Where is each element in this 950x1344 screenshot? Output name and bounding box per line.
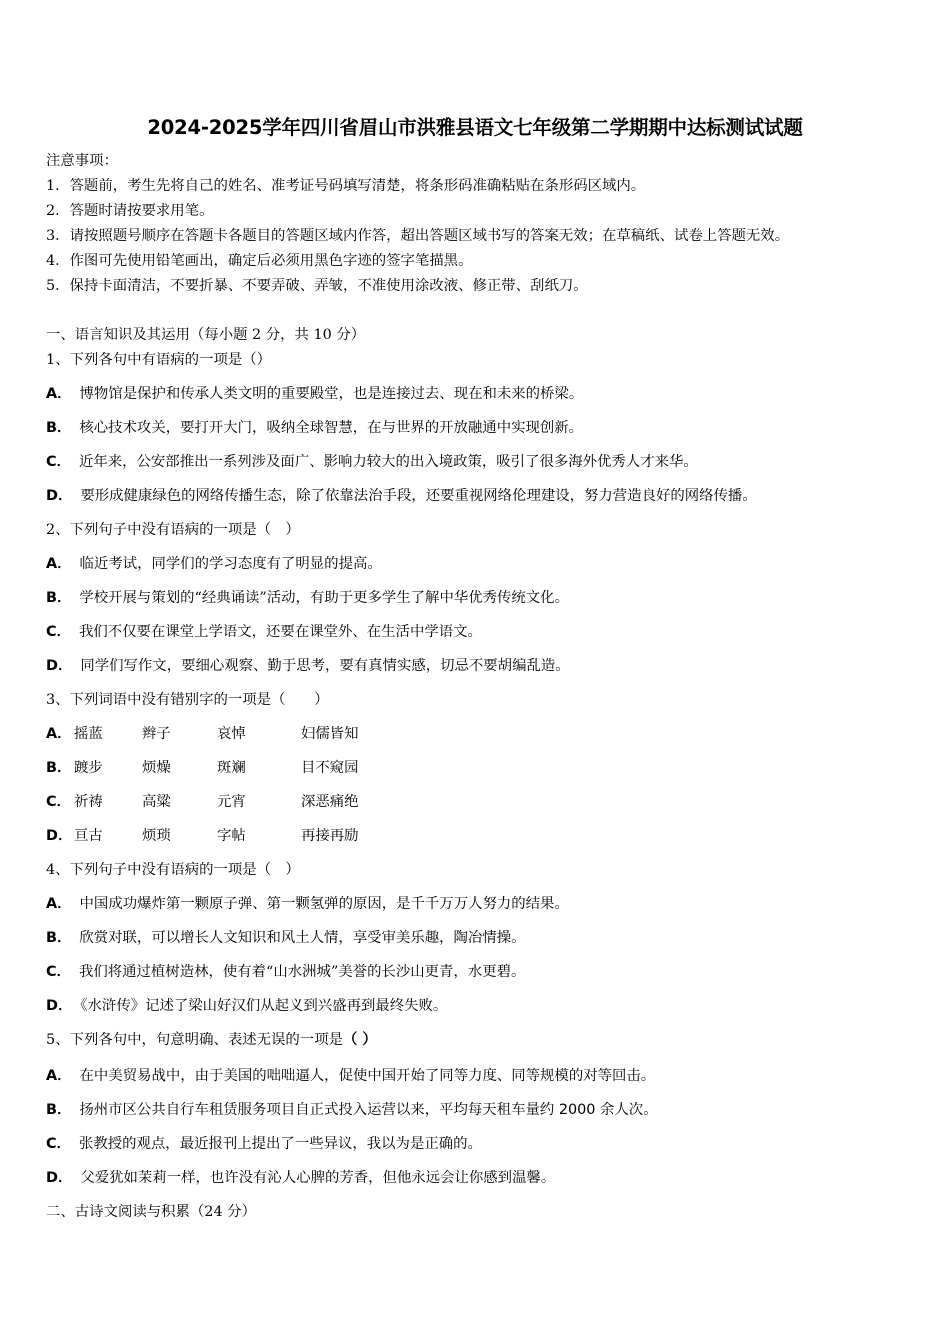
option-row (46, 1066, 655, 1086)
option-text: 我们不仅要在课堂上学语文，还要在课堂外、在生活中学语文。 (78, 624, 482, 640)
notice-item: 1．答题前，考生先将自己的姓名、准考证号码填写清楚，将条形码准确粘贴在条形码区域内。 (46, 178, 646, 194)
option-label: C． (46, 454, 71, 470)
option-word: 烦燥 (142, 760, 171, 776)
option-label: A． (46, 896, 72, 912)
option-word: 高粱 (142, 794, 171, 810)
option-text: 近年来，公安部推出一系列涉及面广、影响力较大的出入境政策，吸引了很多海外优秀人才来华。 (78, 454, 698, 470)
option-word: 踱步 (74, 760, 103, 776)
question-stem: 5、下列各句中，句意明确、表述无误的一项是（ ） (46, 1032, 377, 1048)
option-word: 摇蓝 (74, 726, 103, 742)
option-text: 中国成功爆炸第一颗原子弹、第一颗氢弹的原因，是千千万万人努力的结果。 (79, 896, 569, 912)
option-label: D． (46, 998, 73, 1014)
option-text: 扬州市区公共自行车租赁服务项目自正式投入运营以来，平均每天租车量约 (79, 1102, 559, 1118)
option-row (46, 894, 569, 914)
option-row (46, 1134, 482, 1154)
option-label: C． (46, 1136, 71, 1152)
notice-item: 3．请按照题号顺序在答题卡各题目的答题区域内作答，超出答题区域书写的答案无效；在草稿纸、试卷上答题无效。 (46, 228, 790, 244)
option-text: 要形成健康绿色的网络传播生态，除了依靠法治手段，还要重视网络伦理建设，努力营造良好的网络传播。 (80, 488, 757, 504)
option-word: 哀悼 (217, 726, 246, 742)
option-word: 妇儒皆知 (301, 726, 359, 742)
option-word: 元宵 (217, 794, 246, 810)
option-row (46, 996, 447, 1016)
option-row (46, 962, 525, 982)
question-stem: 2、下列句子中没有语病的一项是（ ） (46, 522, 300, 538)
option-row (46, 588, 569, 608)
option-label: A． (46, 726, 72, 742)
option-row (46, 656, 570, 676)
option-label: A． (46, 386, 72, 402)
option-text: 我们将通过植树造林，使有着“山水洲城”美誉的长沙山更青，水更碧。 (78, 964, 526, 980)
option-label: C． (46, 624, 71, 640)
option-text: 学校开展与策划的“经典诵读”活动，有助于更多学生了解中华优秀传统文化。 (79, 590, 569, 606)
option-label: C． (46, 794, 71, 810)
option-word: 辫子 (142, 726, 171, 742)
question-stem: 4、下列句子中没有语病的一项是（ ） (46, 862, 300, 878)
notice-item: 2．答题时请按要求用笔。 (46, 203, 214, 219)
option-row (46, 418, 583, 438)
option-number: 2000 (558, 1102, 596, 1118)
option-label: D． (46, 828, 73, 844)
option-word: 深恶痛绝 (301, 794, 359, 810)
option-text: 在中美贸易战中，由于美国的咄咄逼人，促使中国开始了同等力度、同等规模的对等回击。 (79, 1068, 656, 1084)
option-text: 张教授的观点，最近报刊上提出了一些异议，我以为是正确的。 (78, 1136, 482, 1152)
page-title: 2024-2025学年四川省眉山市洪雅县语文七年级第二学期期中达标测试试题 (147, 116, 803, 139)
option-text: 欣赏对联，可以增长人文知识和风土人情，享受审美乐趣，陶冶情操。 (79, 930, 526, 946)
option-text: 余人次。 (595, 1102, 658, 1118)
option-label: D． (46, 488, 73, 504)
option-label: A． (46, 1068, 72, 1084)
notice-item: 5．保持卡面清洁，不要折暴、不要弄破、弄皱，不准使用涂改液、修正带、刮纸刀。 (46, 278, 588, 294)
notice-heading: 注意事项： (46, 153, 118, 169)
question-stem: 3、下列词语中没有错别字的一项是（ ） (46, 692, 329, 708)
option-label: B． (46, 1102, 72, 1118)
option-row (46, 452, 698, 472)
option-label: B． (46, 760, 72, 776)
option-word: 祈祷 (74, 794, 103, 810)
option-word: 字帖 (217, 828, 246, 844)
option-row (46, 928, 525, 948)
option-label: A． (46, 556, 72, 572)
section-heading: 二、古诗文阅读与积累（24 分） (46, 1204, 256, 1220)
option-row (46, 622, 482, 642)
option-text: 临近考试，同学们的学习态度有了明显的提高。 (79, 556, 382, 572)
option-label: C． (46, 964, 71, 980)
option-word: 亘古 (74, 828, 103, 844)
option-row (46, 486, 757, 506)
option-text: 《水浒传》记述了梁山好汉们从起义到兴盛再到最终失败。 (80, 998, 448, 1014)
option-label: B． (46, 590, 72, 606)
option-text: 同学们写作文，要细心观察、勤于思考，要有真情实感，切忌不要胡编乱造。 (80, 658, 570, 674)
option-row (46, 384, 583, 404)
option-label: D． (46, 658, 73, 674)
option-word: 斑斓 (217, 760, 246, 776)
answer-bracket: （ ） (342, 1032, 377, 1048)
option-word: 烦琐 (142, 828, 171, 844)
option-label: D． (46, 1170, 73, 1186)
option-row (46, 1168, 555, 1188)
section-heading: 一、语言知识及其运用（每小题 2 分，共 10 分） (46, 327, 366, 343)
option-word: 目不窥园 (301, 760, 359, 776)
option-text: 核心技术攻关，要打开大门，吸纳全球智慧，在与世界的开放融通中实现创新。 (79, 420, 584, 436)
option-text: 父爱犹如茉莉一样，也许没有沁人心脾的芳香，但他永远会让你感到温馨。 (80, 1170, 556, 1186)
option-word: 再接再励 (301, 828, 359, 844)
option-row (46, 1100, 658, 1120)
option-row (46, 554, 382, 574)
notice-item: 4．作图可先使用铅笔画出，确定后必须用黑色字迹的签字笔描黑。 (46, 253, 473, 269)
question-stem: 1、下列各句中有语病的一项是（） (46, 352, 272, 368)
option-text: 博物馆是保护和传承人类文明的重要殿堂，也是连接过去、现在和未来的桥梁。 (79, 386, 584, 402)
option-label: B． (46, 420, 72, 436)
option-label: B． (46, 930, 72, 946)
